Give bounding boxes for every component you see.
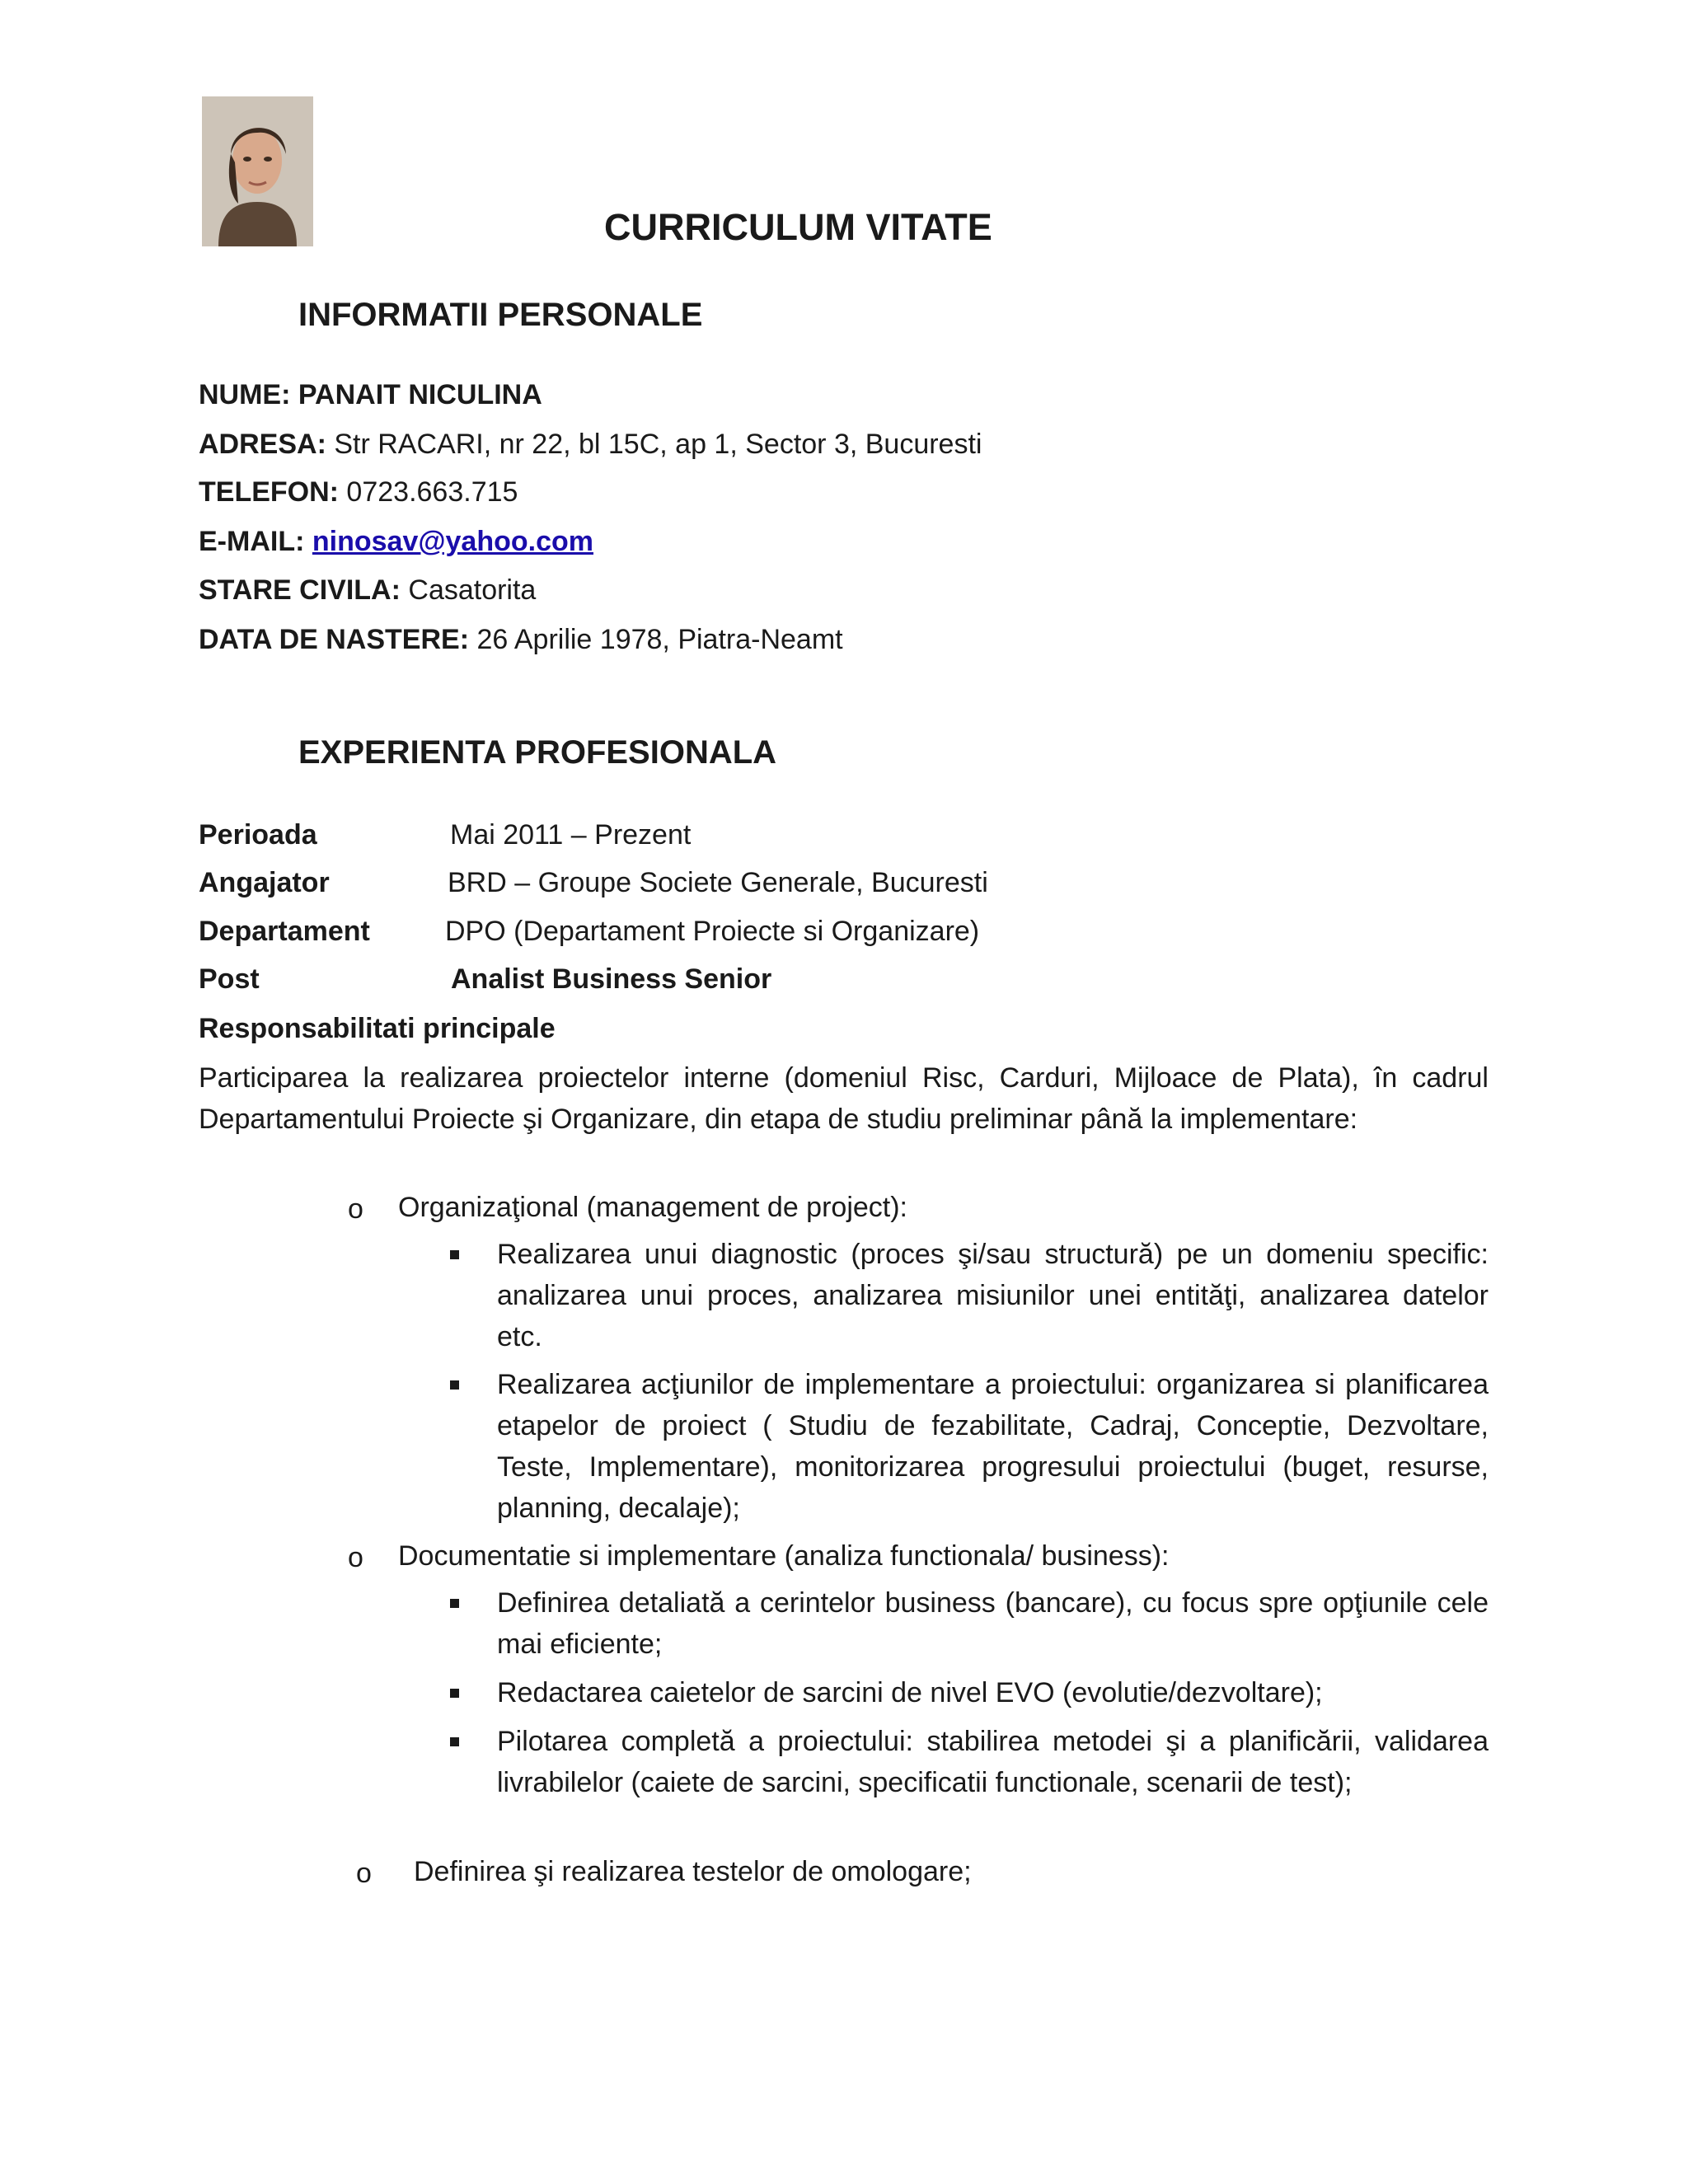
employer-label: Angajator xyxy=(199,867,330,898)
name-field xyxy=(199,381,542,409)
post-row xyxy=(199,965,1023,993)
circle-bullet-icon: o xyxy=(348,1193,363,1225)
circle-bullet-icon: o xyxy=(356,1858,372,1889)
list-item: Realizarea acţiunilor de implementare a proiectului: organizarea si planificarea etapelor de proiect ( Studiu de fezabilitate, Cadraj, Conceptie, Dezvoltare, Teste, Implementare), monitorizarea progresului proiectului (buget, resurse, planning, decalaje); xyxy=(497,1369,1489,1524)
square-bullet-icon xyxy=(450,1380,459,1390)
period-row xyxy=(199,821,1023,849)
list-item: Pilotarea completă a proiectului: stabilirea metodei şi a planificării, validarea livrabilelor (caiete de sarcini, specificatii functionale, scenarii de test); xyxy=(497,1726,1489,1798)
document-title: CURRICULUM VITATE xyxy=(604,206,992,248)
address-label: ADRESA: xyxy=(199,429,326,460)
department-label: Departament xyxy=(199,916,370,947)
birth-field xyxy=(199,626,843,654)
square-bullet-icon xyxy=(450,1737,459,1746)
post-value: Analist Business Senior xyxy=(451,963,772,995)
birth-label: DATA DE NASTERE: xyxy=(199,624,470,655)
sub-heading-documentation: Documentatie si implementare (analiza functionala/ business): xyxy=(398,1540,1170,1572)
square-bullet-icon xyxy=(450,1250,459,1259)
list-item: Definirea detaliată a cerintelor business (bancare), cu focus spre opţiunile cele mai eficiente; xyxy=(497,1587,1489,1660)
responsibilities-intro: Participarea la realizarea proiectelor interne (domeniul Risc, Carduri, Mijloace de Plata), în cadrul Departamentului Proiecte şi Organizare, din etapa de studiu preliminar până la implementare: xyxy=(199,1062,1489,1135)
list-item: Realizarea unui diagnostic (proces şi/sau structură) pe un domeniu specific: analizarea unui proces, analizarea misiunilor unei entităţi, analizarea datelor etc. xyxy=(497,1239,1489,1352)
phone-field xyxy=(199,478,518,506)
civil-status-label: STARE CIVILA: xyxy=(199,574,401,606)
post-label: Post xyxy=(199,963,260,995)
civil-status-field xyxy=(199,576,536,604)
address-value: Str RACARI, nr 22, bl 15C, ap 1, Sector 3, Bucuresti xyxy=(326,429,982,460)
portrait-photo-icon xyxy=(202,96,313,246)
period-value: Mai 2011 – Prezent xyxy=(450,819,692,851)
civil-status-value: Casatorita xyxy=(400,574,537,606)
period-label: Perioada xyxy=(199,819,317,851)
email-link[interactable]: ninosav@yahoo.com xyxy=(312,526,593,557)
name-label: NUME: PANAIT NICULINA xyxy=(199,379,542,410)
employer-value: BRD – Groupe Societe Generale, Bucuresti xyxy=(448,867,988,898)
responsibilities-heading: Responsabilitati principale xyxy=(199,1013,556,1044)
square-bullet-icon xyxy=(450,1689,459,1698)
email-label: E-MAIL: xyxy=(199,526,305,557)
department-value: DPO (Departament Proiecte si Organizare) xyxy=(445,916,980,947)
phone-label: TELEFON: xyxy=(199,476,339,508)
experience-heading: EXPERIENTA PROFESIONALA xyxy=(298,734,777,771)
department-row xyxy=(199,917,1105,945)
phone-value: 0723.663.715 xyxy=(338,476,518,508)
profile-photo xyxy=(202,96,313,246)
square-bullet-icon xyxy=(450,1599,459,1608)
birth-value: 26 Aprilie 1978, Piatra-Neamt xyxy=(469,624,843,655)
sub-heading-organizational: Organizaţional (management de project): xyxy=(398,1192,907,1223)
circle-bullet-icon: o xyxy=(348,1542,363,1573)
email-field xyxy=(199,527,593,555)
address-field xyxy=(199,430,982,458)
personal-info-heading: INFORMATII PERSONALE xyxy=(298,297,703,333)
sub-heading-testing: Definirea şi realizarea testelor de omologare; xyxy=(414,1856,972,1887)
employer-row xyxy=(199,869,1023,897)
list-item: Redactarea caietelor de sarcini de nivel EVO (evolutie/dezvoltare); xyxy=(497,1677,1323,1708)
